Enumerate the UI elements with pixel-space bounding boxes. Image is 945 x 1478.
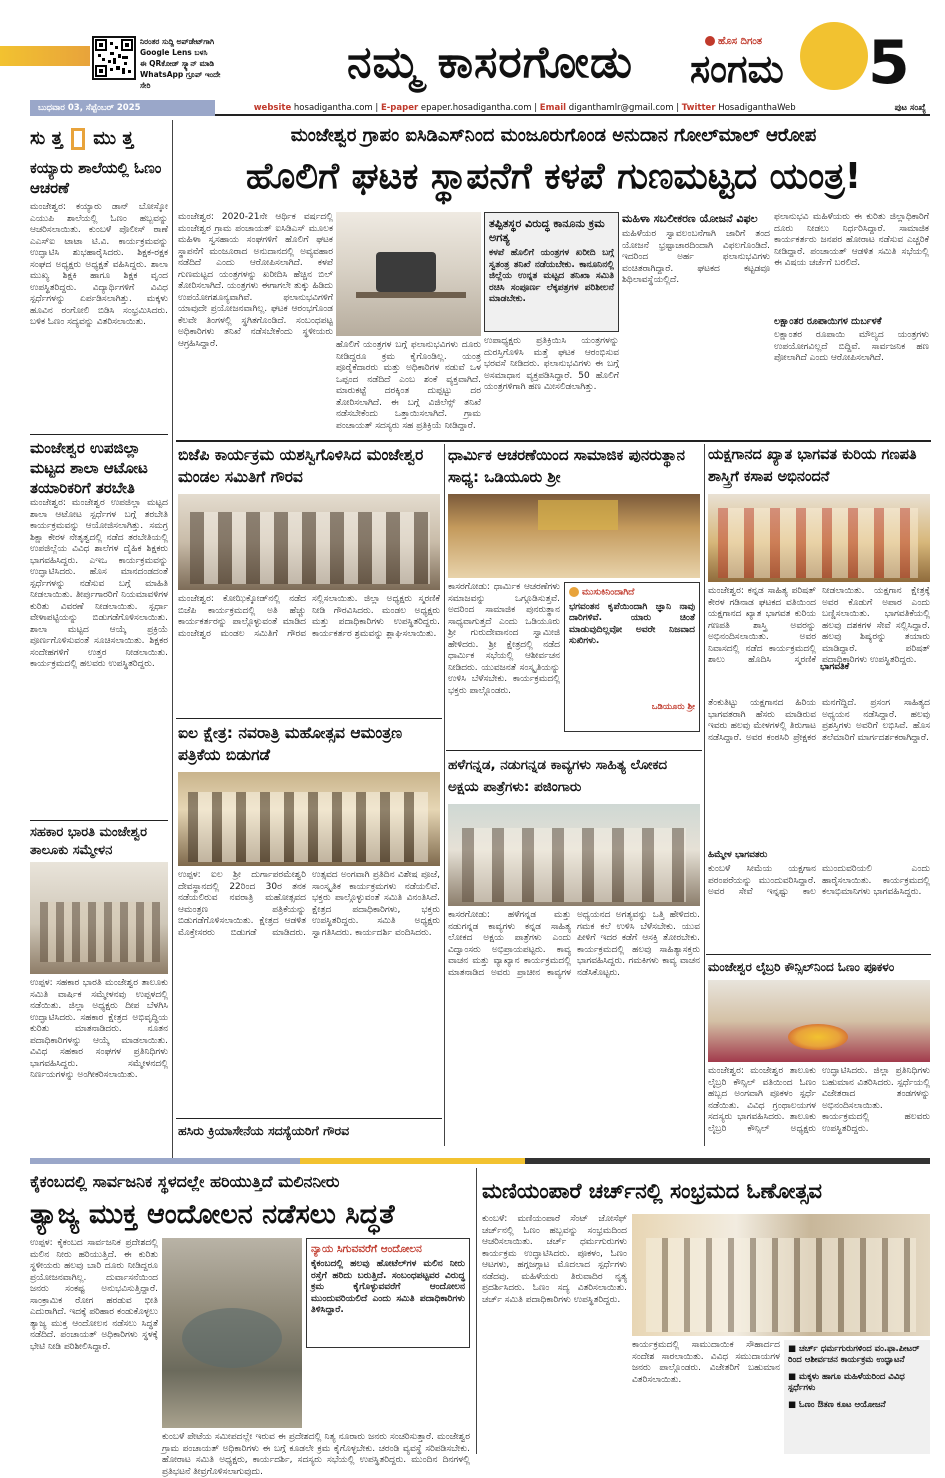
sewing-machine-shape	[376, 252, 436, 292]
brand-logo-icon	[705, 36, 715, 46]
story-aila-title: ಐಲ ಕ್ಷೇತ್ರ: ನವರಾತ್ರಿ ಮಹೋತ್ಸವ ಆಮಂತ್ರಣ ಪತ್ರಿಕೆಯ ಬಿಡುಗಡೆ	[178, 724, 403, 764]
sewing-table-shape	[356, 292, 466, 298]
rule	[706, 954, 931, 955]
brand-small-text: ಹೊಸ ದಿಗಂತ	[718, 36, 763, 47]
email-item[interactable]	[540, 103, 674, 113]
masthead-sun-accent	[800, 22, 868, 90]
story-bjp-title: ಬಿಜೆಪಿ ಕಾರ್ಯಕ್ರಮ ಯಶಸ್ವಿಗೊಳಿಸಿದ ಮಂಜೇಶ್ವರ ಮಂಡಲ ಸಮಿತಿಗೆ ಗೌರವ	[178, 446, 424, 486]
highlight-item	[788, 1344, 926, 1366]
story-yakshagana-photo	[708, 494, 930, 582]
left-story1-body: ಮಂಜೇಶ್ವರ: ಕಯ್ಯಾರು ಡಾನ್ ಬೋಸ್ಕೋ ಎಯುಪಿ ಶಾಲೆಯಲ್ಲಿ ಓಣಂ ಹಬ್ಬವನ್ನು ಆಚರಿಸಲಾಯಿತು. ಕುಂಬಳೆ ಪೊಲೀಸ್ ಠಾಣೆ ಎಎಸ್‌ಐ ಟಾಟಾ ಟಿ.ವಿ. ಕಾರ್ಯಕ್ರಮವನ್ನು ಉದ್ಘಾಟಿಸಿ ಶುಭಹಾರೈಸಿದರು. ಶಿಕ್ಷಕ-ರಕ್ಷಕ ಸಂಘದ ಅಧ್ಯಕ್ಷರು ಅಧ್ಯಕ್ಷತೆ ವಹಿಸಿದ್ದರು. ಶಾಲಾ ಮುಖ್ಯ ಶಿಕ್ಷಕಿ ಹಾಗೂ ಶಿಕ್ಷಕ ವೃಂದ ಉಪಸ್ಥಿತರಿದ್ದರು. ವಿದ್ಯಾರ್ಥಿಗಳಿಗೆ ವಿವಿಧ ಸ್ಪರ್ಧೆಗಳನ್ನು ಏರ್ಪಡಿಸಲಾಗಿತ್ತು. ಮಕ್ಕಳು ಹೂವಿನ ರಂಗೋಲಿ ಬಿಡಿಸಿ ಸಂಭ್ರಮಿಸಿದರು. ಬಳಿಕ ಓಣಂ ಸದ್ಯವನ್ನು ವಿತರಿಸಲಾಯಿತು.	[30, 202, 168, 327]
bottom-b-photo	[632, 1214, 930, 1336]
people-silhouette	[646, 1238, 916, 1332]
qr-code-icon	[94, 38, 134, 78]
story-library-title: ಮಂಜೇಶ್ವರ ಲೈಬ್ರರಿ ಕೌನ್ಸಿಲ್‌ನಿಂದ ಓಣಂ ಪೂಕಳಂ	[708, 960, 895, 974]
lead-body-3: ಉಪಾಧ್ಯಕ್ಷರು ಪ್ರತಿಕ್ರಿಯಿಸಿ ಯಂತ್ರಗಳನ್ನು ದುರಸ್ತಿಗೊಳಿಸಿ ಮತ್ತೆ ಘಟಕ ಆರಂಭಿಸುವ ಭರವಸೆ ನೀಡಿದರು. ಫಲಾನುಭವಿಗಳು ಈ ಬಗ್ಗೆ ಅಸಮಾಧಾನ ವ್ಯಕ್ತಪಡಿಸಿದ್ದಾರೆ. 50 ಹೊಲಿಗೆ ಯಂತ್ರಗಳಿಗಾಗಿ ಹಣ ಮೀಸಲಿಡಲಾಗಿತ್ತು.	[484, 336, 619, 392]
rule	[446, 750, 702, 751]
column-divider	[704, 444, 705, 954]
highlight-item	[788, 1400, 926, 1411]
story-yakshagana-body: ಮಂಜೇಶ್ವರ: ಕನ್ನಡ ಸಾಹಿತ್ಯ ಪರಿಷತ್ ಕೇರಳ ಗಡಿನಾಡ ಘಟಕದ ವತಿಯಿಂದ ಯಕ್ಷಗಾನದ ಖ್ಯಾತ ಭಾಗವತ ಕುರಿಯ ಗಣಪತಿ ಶಾಸ್ತ್ರಿ ಅವರನ್ನು ಅಭಿನಂದಿಸಲಾಯಿತು. ಅವರ ನಿವಾಸದಲ್ಲಿ ನಡೆದ ಕಾರ್ಯಕ್ರಮದಲ್ಲಿ ಶಾಲು ಹೊದಿಸಿ ಸ್ಮರಣಿಕೆ ನೀಡಲಾಯಿತು. ಯಕ್ಷಗಾನ ಕ್ಷೇತ್ರಕ್ಕೆ ಅವರ ಕೊಡುಗೆ ಅಪಾರ ಎಂದು ಬಣ್ಣಿಸಲಾಯಿತು. ಭಾಗವತಿಕೆಯಲ್ಲಿ ಹಲವು ದಶಕಗಳ ಸೇವೆ ಸಲ್ಲಿಸಿದ್ದಾರೆ. ಹಲವು ಶಿಷ್ಯರನ್ನು ತಯಾರು ಮಾಡಿದ್ದಾರೆ. ಪರಿಷತ್ ಪದಾಧಿಕಾರಿಗಳು ಉಪಸ್ಥಿತರಿದ್ದರು.	[708, 586, 930, 665]
color-stripe	[30, 1158, 930, 1164]
lead-body-4: ಫಲಾನುಭವಿ ಮಹಿಳೆಯರು ಈ ಕುರಿತು ಜಿಲ್ಲಾಧಿಕಾರಿಗೆ ದೂರು ನೀಡಲು ನಿರ್ಧರಿಸಿದ್ದಾರೆ. ಸಾಮಾಜಿಕ ಕಾರ್ಯಕರ್ತರು ಜನಪರ ಹೋರಾಟ ನಡೆಸುವ ಎಚ್ಚರಿಕೆ ನೀಡಿದ್ದಾರೆ. ಪಂಚಾಯತ್ ಆಡಳಿತ ಸಮಿತಿ ಸಭೆಯಲ್ಲಿ ಈ ವಿಷಯ ಚರ್ಚೆಗೆ ಬರಲಿದೆ.	[774, 212, 929, 268]
quote-brand	[569, 587, 695, 598]
rule	[176, 440, 931, 442]
bullet-icon: ■	[788, 1400, 799, 1410]
bottom-a-photo	[162, 1238, 302, 1428]
bottom-b-highlights	[784, 1340, 930, 1454]
bottom-a-body-2: ಕುಂಬಳೆ ಪೇಟೆಯ ಸಮೀಪದಲ್ಲೇ ಇರುವ ಈ ಪ್ರದೇಶದಲ್ಲಿ ನಿತ್ಯ ನೂರಾರು ಜನರು ಸಂಚರಿಸುತ್ತಾರೆ. ಮಂಜೇಶ್ವರ ಗ್ರಾಮ ಪಂಚಾಯತ್ ಅಧಿಕಾರಿಗಳು ಈ ಬಗ್ಗೆ ಕೂಡಲೇ ಕ್ರಮ ಕೈಗೊಳ್ಳಬೇಕು. ಚರಂಡಿ ವ್ಯವಸ್ಥೆ ಸರಿಪಡಿಸಬೇಕು. ಹೋರಾಟ ಸಮಿತಿ ಅಧ್ಯಕ್ಷರು, ಕಾರ್ಯದರ್ಶಿ, ಸದಸ್ಯರು ಸಭೆಯಲ್ಲಿ ಉಪಸ್ಥಿತರಿದ್ದರು. ಮುಂದಿನ ದಿನಗಳಲ್ಲಿ ಪ್ರತಿಭಟನೆ ತೀವ್ರಗೊಳಿಸಲಾಗುವುದು.	[162, 1432, 470, 1477]
puddle-shape	[182, 1308, 282, 1368]
story-bjp-body: ಮಂಜೇಶ್ವರ: ಕೋಝಿಕ್ಕೋಡ್‌ನಲ್ಲಿ ನಡೆದ ಬಿಜೆಪಿ ಕಾರ್ಯಕ್ರಮದಲ್ಲಿ ಅತಿ ಹೆಚ್ಚು ಕಾರ್ಯಕರ್ತರನ್ನು ಪಾಲ್ಗೊಳ್ಳುವಂತೆ ಮಾಡಿದ ಮಂಜೇಶ್ವರ ಮಂಡಲ ಸಮಿತಿಗೆ ಗೌರವ ಸಲ್ಲಿಸಲಾಯಿತು. ಜಿಲ್ಲಾ ಅಧ್ಯಕ್ಷರು ಸ್ಮರಣಿಕೆ ನೀಡಿ ಗೌರವಿಸಿದರು. ಮಂಡಲ ಅಧ್ಯಕ್ಷರು ಮತ್ತು ಪದಾಧಿಕಾರಿಗಳು ಉಪಸ್ಥಿತರಿದ್ದರು. ಕಾರ್ಯಕರ್ತರ ಶ್ರಮವನ್ನು ಶ್ಲಾಘಿಸಲಾಯಿತು.	[178, 594, 440, 639]
lead-body-5: ಲಕ್ಷಾಂತರ ರೂಪಾಯಿ ಮೌಲ್ಯದ ಯಂತ್ರಗಳು ಉಪಯೋಗವಿಲ್ಲದೆ ಬಿದ್ದಿವೆ. ಸಾರ್ವಜನಿಕ ಹಣ ಪೋಲಾಗಿದೆ ಎಂದು ಆರೋಪಿಸಲಾಗಿದೆ.	[774, 330, 929, 363]
qr-instructions	[140, 36, 230, 91]
bottom-a-sidebox	[306, 1238, 470, 1348]
qr-line: ಈ QRಕೋಡ್ ಸ್ಕ್ಯಾನ್ ಮಾಡಿ	[140, 59, 215, 68]
story-halegannada-title: ಹಳೆಗನ್ನಡ, ನಡುಗನ್ನಡ ಕಾವ್ಯಗಳು ಸಾಹಿತ್ಯ ಲೋಕದ ಅಕ್ಷಯ ಪಾತ್ರೆಗಳು: ಪಜಿಂಗಾರು	[448, 757, 668, 795]
pookalam-shape	[788, 1024, 848, 1050]
lead-kicker: ಮಂಜೇಶ್ವರ ಗ್ರಾಪಂ ಐಸಿಡಿಎಸ್‌ನಿಂದ ಮಂಜೂರುಗೊಂಡ ಅನುದಾನ ಗೋಲ್‌ಮಾಲ್ ಆರೋಪ	[290, 125, 817, 146]
quote-sign: ಒಡಿಯೂರು ಶ್ರೀ	[651, 701, 695, 712]
stage-backdrop	[538, 500, 618, 530]
website-value: hosadigantha.com	[293, 103, 373, 113]
info-sep: |	[375, 103, 381, 113]
lead-photo	[336, 212, 481, 336]
people-silhouette	[718, 508, 918, 578]
twitter-item[interactable]	[682, 103, 796, 113]
info-sep: |	[534, 103, 540, 113]
odiyur-quote-ad	[564, 582, 700, 732]
story-library-body: ಮಂಜೇಶ್ವರ: ಮಂಜೇಶ್ವರ ತಾಲೂಕು ಲೈಬ್ರರಿ ಕೌನ್ಸಿಲ್ ವತಿಯಿಂದ ಓಣಂ ಹಬ್ಬದ ಅಂಗವಾಗಿ ಪೂಕಳಂ ಸ್ಪರ್ಧೆ ನಡೆಯಿತು. ವಿವಿಧ ಗ್ರಂಥಾಲಯಗಳ ಸದಸ್ಯರು ಭಾಗವಹಿಸಿದರು. ತಾಲೂಕು ಲೈಬ್ರರಿ ಕೌನ್ಸಿಲ್ ಅಧ್ಯಕ್ಷರು ಉದ್ಘಾಟಿಸಿದರು. ಜಿಲ್ಲಾ ಪ್ರತಿನಿಧಿಗಳು ಬಹುಮಾನ ವಿತರಿಸಿದರು. ಸ್ಪರ್ಧೆಯಲ್ಲಿ ವಿಜೇತರಾದ ತಂಡಗಳನ್ನು ಅಭಿನಂದಿಸಲಾಯಿತು. ಕಾರ್ಯಕ್ರಮದಲ್ಲಿ ಹಲವರು ಉಪಸ್ಥಿತರಿದ್ದರು.	[708, 1066, 930, 1134]
info-sep: |	[676, 103, 682, 113]
left-story3-photo	[30, 862, 168, 974]
brand-big: ಸಂಗಮ	[690, 47, 784, 91]
lead-sidebox-2-title: ಮಹಿಳಾ ಸಬಲೀಕರಣ ಯೋಜನೆ ವಿಫಲ	[622, 212, 758, 225]
issue-date: ಬುಧವಾರ 03, ಸೆಪ್ಟೆಂಬರ್ 2025	[30, 100, 215, 116]
brand-right-text: ಮು ತ್ತ	[93, 128, 134, 149]
story-yakshagana-title: ಯಕ್ಷಗಾನದ ಖ್ಯಾತ ಭಾಗವತ ಕುರಿಯ ಗಣಪತಿ ಶಾಸ್ತ್ರಿಗೆ ಕಸಾಪ ಅಭಿನಂದನೆ	[708, 447, 917, 485]
quote-logo-icon	[569, 587, 579, 597]
column-divider	[444, 444, 445, 1146]
column-divider	[704, 954, 705, 1146]
story-aila-photo	[178, 772, 440, 866]
column-divider	[476, 1168, 477, 1454]
left-story3-body: ಉಪ್ಪಳ: ಸಹಕಾರ ಭಾರತಿ ಮಂಜೇಶ್ವರ ತಾಲೂಕು ಸಮಿತಿ ವಾರ್ಷಿಕ ಸಮ್ಮೇಳನವು ಉಪ್ಪಳದಲ್ಲಿ ನಡೆಯಿತು. ಜಿಲ್ಲಾ ಅಧ್ಯಕ್ಷರು ದೀಪ ಬೆಳಗಿಸಿ ಉದ್ಘಾಟಿಸಿದರು. ಸಹಕಾರ ಕ್ಷೇತ್ರದ ಅಭಿವೃದ್ಧಿಯ ಕುರಿತು ಮಾತನಾಡಿದರು. ನೂತನ ಪದಾಧಿಕಾರಿಗಳನ್ನು ಆಯ್ಕೆ ಮಾಡಲಾಯಿತು. ವಿವಿಧ ಸಹಕಾರ ಸಂಘಗಳ ಪ್ರತಿನಿಧಿಗಳು ಭಾಗವಹಿಸಿದ್ದರು. ಸಮ್ಮೇಳನದಲ್ಲಿ ನಿರ್ಣಯಗಳನ್ನು ಅಂಗೀಕರಿಸಲಾಯಿತು.	[30, 978, 168, 1080]
qr-code[interactable]	[92, 36, 136, 80]
masthead-title: ನಮ್ಮ ಕಾಸರಗೋಡು	[347, 37, 633, 88]
brand-left-text: ಸು	[30, 128, 46, 149]
epaper-label: E-paper	[380, 103, 419, 113]
story-yakshagana-body-3: ಕುಂಬಳೆ ಸೀಮೆಯ ಯಕ್ಷಗಾನ ಪರಂಪರೆಯನ್ನು ಮುಂದುವರಿಸಿದ್ದಾರೆ. ಅವರ ಸೇವೆ ಇನ್ನಷ್ಟು ಕಾಲ ಮುಂದುವರಿಯಲಿ ಎಂದು ಹಾರೈಸಲಾಯಿತು. ಕಾರ್ಯಕ್ರಮದಲ್ಲಿ ಕಲಾಭಿಮಾನಿಗಳು ಭಾಗವಹಿಸಿದ್ದರು.	[708, 864, 930, 897]
lead-sidebox	[484, 212, 619, 332]
masthead-accent-bar	[0, 46, 90, 66]
story-haritha-title: ಹಸಿರು ಕ್ರಿಯಾಸೇನೆಯ ಸದಸ್ಯೆಯರಿಗೆ ಗೌರವ	[178, 1123, 350, 1138]
left-story1-title: ಕಯ್ಯಾರು ಶಾಲೆಯಲ್ಲಿ ಓಣಂ ಆಚರಣೆ	[30, 159, 162, 197]
epaper-value: epaper.hosadigantha.com	[420, 103, 532, 113]
people-silhouette	[190, 512, 430, 584]
qr-line: Google Lens ಬಳಸಿ	[140, 48, 208, 57]
left-brand	[30, 124, 168, 154]
bullet-icon: ■	[788, 1372, 799, 1382]
website-item[interactable]	[254, 103, 373, 113]
brand-mid-text: ತ್ತ	[51, 128, 63, 149]
story-odiyur-title: ಧಾರ್ಮಿಕ ಆಚರಣೆಯಿಂದ ಸಾಮಾಜಿಕ ಪುನರುತ್ಥಾನ ಸಾಧ್ಯ: ಒಡಿಯೂರು ಶ್ರೀ	[448, 446, 685, 486]
lead-sidebox-2-body: ಮಹಿಳೆಯರ ಸ್ವಾವಲಂಬನೆಗಾಗಿ ಜಾರಿಗೆ ತಂದ ಯೋಜನೆ ಭ್ರಷ್ಟಾಚಾರದಿಂದಾಗಿ ವಿಫಲಗೊಂಡಿದೆ. ಇದರಿಂದ ಅರ್ಹ ಫಲಾನುಭವಿಗಳು ವಂಚಿತರಾಗಿದ್ದಾರೆ. ಘಟಕದ ಕಟ್ಟಡವೂ ಶಿಥಿಲಾವಸ್ಥೆಯಲ್ಲಿದೆ.	[622, 229, 770, 285]
people-silhouette	[40, 902, 160, 962]
qr-line: WhatsApp ಗ್ರೂಪ್ ಇಂದೇ ಸೇರಿ	[140, 70, 221, 90]
qr-line: ನಿರಂತರ ಸುದ್ದಿ ಅಪ್‌ಡೇಟ್‌ಗಾಗಿ	[140, 37, 215, 46]
column-divider	[172, 120, 173, 1160]
left-story2-body: ಮಂಜೇಶ್ವರ: ಮಂಜೇಶ್ವರ ಉಪಜಿಲ್ಲಾ ಮಟ್ಟದ ಶಾಲಾ ಆಟೋಟ ಸ್ಪರ್ಧೆಗಳ ಬಗ್ಗೆ ತರಬೇತಿ ಕಾರ್ಯಕ್ರಮವನ್ನು ಆಯೋಜಿಸಲಾಗಿತ್ತು. ಸಮಗ್ರ ಶಿಕ್ಷಾ ಕೇರಳ ನೇತೃತ್ವದಲ್ಲಿ ನಡೆದ ತರಬೇತಿಯಲ್ಲಿ ಉಪಜಿಲ್ಲೆಯ ವಿವಿಧ ಶಾಲೆಗಳ ದೈಹಿಕ ಶಿಕ್ಷಕರು ಭಾಗವಹಿಸಿದ್ದರು. ಎಇಒ ಕಾರ್ಯಕ್ರಮವನ್ನು ಉದ್ಘಾಟಿಸಿದರು. ಹೊಸ ಮಾನದಂಡದಂತೆ ಸ್ಪರ್ಧೆಗಳನ್ನು ನಡೆಸುವ ಬಗ್ಗೆ ಮಾಹಿತಿ ನೀಡಲಾಯಿತು. ತೀರ್ಪುಗಾರರಿಗೆ ನಿಯಮಾವಳಿಗಳ ಕುರಿತು ವಿವರಣೆ ನೀಡಲಾಯಿತು. ಸ್ಪರ್ಧಾ ವೇಳಾಪಟ್ಟಿಯನ್ನು ಬಿಡುಗಡೆಗೊಳಿಸಲಾಯಿತು. ಶಾಲಾ ಮಟ್ಟದ ಆಯ್ಕೆ ಪ್ರಕ್ರಿಯೆ ಪೂರ್ಣಗೊಳಿಸುವಂತೆ ಸೂಚಿಸಲಾಯಿತು. ಶಿಕ್ಷಕರ ಸಂದೇಹಗಳಿಗೆ ಉತ್ತರ ನೀಡಲಾಯಿತು. ಕಾರ್ಯಕ್ರಮದಲ್ಲಿ ಹಲವರು ಉಪಸ್ಥಿತರಿದ್ದರು.	[30, 498, 168, 669]
bullet-icon: ■	[788, 1344, 799, 1354]
story-odiyur-body: ಕಾಸರಗೋಡು: ಧಾರ್ಮಿಕ ಆಚರಣೆಗಳು ಸಮಾಜವನ್ನು ಒಗ್ಗೂಡಿಸುತ್ತವೆ. ಅದರಿಂದ ಸಾಮಾಜಿಕ ಪುನರುತ್ಥಾನ ಸಾಧ್ಯವಾಗುತ್ತದೆ ಎಂದು ಒಡಿಯೂರು ಶ್ರೀ ಗುರುದೇವಾನಂದ ಸ್ವಾಮೀಜಿ ಹೇಳಿದರು. ಶ್ರೀ ಕ್ಷೇತ್ರದಲ್ಲಿ ನಡೆದ ಧಾರ್ಮಿಕ ಸಭೆಯಲ್ಲಿ ಆಶೀರ್ವಚನ ನೀಡಿದರು. ಯುವಜನತೆ ಸಂಸ್ಕೃತಿಯನ್ನು ಉಳಿಸಿ ಬೆಳೆಸಬೇಕು. ಕಾರ್ಯಕ್ರಮದಲ್ಲಿ ಭಕ್ತರು ಪಾಲ್ಗೊಂಡರು.	[448, 582, 560, 696]
story-halegannada-photo	[448, 804, 700, 906]
highlight-text: ಚರ್ಚ್ ಧರ್ಮಗುರುಗಳಿಂದ ವಂ.ಫಾ.ಪೀಟರ್ ರಿಂದ ಆಶೀರ್ವಚನ ಕಾರ್ಯಕ್ರಮ ಉದ್ಘಾಟನೆ	[788, 1344, 920, 1365]
highlight-text: ಓಣಂ ಔತಣ ಕೂಟ ಆಯೋಜನೆ	[799, 1400, 886, 1410]
highlight-item	[788, 1372, 926, 1394]
story-aila-body: ಉಪ್ಪಳ: ಐಲ ಶ್ರೀ ದುರ್ಗಾಪರಮೇಶ್ವರಿ ದೇವಸ್ಥಾನದಲ್ಲಿ 22ರಿಂದ 30ರ ತನಕ ನಡೆಯಲಿರುವ ನವರಾತ್ರಿ ಮಹೋತ್ಸವದ ಆಮಂತ್ರಣ ಪತ್ರಿಕೆಯನ್ನು ಬಿಡುಗಡೆಗೊಳಿಸಲಾಯಿತು. ಕ್ಷೇತ್ರದ ಆಡಳಿತ ಮೊಕ್ತೇಸರರು ಬಿಡುಗಡೆ ಮಾಡಿದರು. ಉತ್ಸವದ ಅಂಗವಾಗಿ ಪ್ರತಿದಿನ ವಿಶೇಷ ಪೂಜೆ, ಸಾಂಸ್ಕೃತಿಕ ಕಾರ್ಯಕ್ರಮಗಳು ನಡೆಯಲಿವೆ. ಭಕ್ತರು ಪಾಲ್ಗೊಳ್ಳುವಂತೆ ಸಮಿತಿ ವಿನಂತಿಸಿದೆ. ಕ್ಷೇತ್ರದ ಪದಾಧಿಕಾರಿಗಳು, ಭಕ್ತರು ಉಪಸ್ಥಿತರಿದ್ದರು. ಸಮಿತಿ ಅಧ್ಯಕ್ಷರು ಸ್ವಾಗತಿಸಿದರು. ಕಾರ್ಯದರ್ಶಿ ವಂದಿಸಿದರು.	[178, 870, 440, 938]
lead-headline: ಹೊಲಿಗೆ ಘಟಕ ಸ್ಥಾಪನೆಗೆ ಕಳಪೆ ಗುಣಮಟ್ಟದ ಯಂತ್ರ!	[245, 156, 862, 197]
bottom-a-sidebox-body: ಕೈಕಂಬದಲ್ಲಿ ಹಲವು ಹೋಟೆಲ್‌ಗಳ ಮಲಿನ ನೀರು ರಸ್ತೆಗೆ ಹರಿದು ಬರುತ್ತಿದೆ. ಸಂಬಂಧಪಟ್ಟವರ ವಿರುದ್ಧ ಕ್ರಮ ಕೈಗೊಳ್ಳುವವರೆಗೆ ಆಂದೋಲನ ಮುಂದುವರಿಯಲಿದೆ ಎಂದು ಸಮಿತಿ ಪದಾಧಿಕಾರಿಗಳು ತಿಳಿಸಿದ್ದಾರೆ.	[311, 1259, 465, 1315]
email-label: Email	[539, 103, 567, 113]
story-odiyur-photo	[448, 494, 700, 578]
twitter-label: Twitter	[681, 103, 716, 113]
bottom-b-headline: ಮಣಿಯಂಪಾರೆ ಚರ್ಚ್‌ನಲ್ಲಿ ಸಂಭ್ರಮದ ಓಣೋತ್ಸವ	[482, 1179, 823, 1203]
lead-sidebox-body: ಕಳಪೆ ಹೊಲಿಗೆ ಯಂತ್ರಗಳ ಖರೀದಿ ಬಗ್ಗೆ ಸ್ವತಂತ್ರ ತನಿಖೆ ನಡೆಯಬೇಕು. ಕಾನೂನಿನಲ್ಲಿ ಜಿಲ್ಲೆಯ ಉನ್ನತ ಮಟ್ಟದ ತನಿಖಾ ಸಮಿತಿ ರಚಿಸಿ ಸಂಪೂರ್ಣ ಲೆಕ್ಕಪತ್ರಗಳ ಪರಿಶೀಲನೆ ಮಾಡಬೇಕು.	[489, 248, 614, 304]
people-silhouette	[462, 828, 686, 902]
quote-brand-text: ಮುಸುಕಿನಿಂದಾಗಿದೆ	[582, 587, 635, 598]
quote-body: ಭಗವಂತನ ಕೃಪೆಯಿಂದಾಗಿ ಜ್ಞಾನಿ ನಾವು ದಾರಿಗಳಿವೆ. ಯಾರು ಚಿಂತೆ ಮಾಡುವುದಿಲ್ಲವೋ ಅವರೇ ನಿಜವಾದ ಸುಖಿಗಳು.	[569, 601, 695, 646]
bottom-a-body-3	[306, 1352, 470, 1428]
lead-sidebox-2	[622, 212, 770, 429]
rule	[176, 718, 442, 719]
info-bar	[30, 100, 930, 116]
rule	[30, 434, 168, 435]
email-value: diganthamlr@gmail.com	[568, 103, 674, 113]
bottom-a-headline: ತ್ಯಾಜ್ಯ ಮುಕ್ತ ಆಂದೋಲನ ನಡೆಸಲು ಸಿದ್ಧತೆ	[30, 1199, 395, 1230]
rule	[176, 1118, 442, 1119]
bottom-a-kicker: ಕೈಕಂಬದಲ್ಲಿ ಸಾರ್ವಜನಿಕ ಸ್ಥಳದಲ್ಲೇ ಹರಿಯುತ್ತಿದೆ ಮಲಿನನೀರು	[30, 1172, 340, 1191]
bottom-a-sidebox-title: ನ್ಯಾಯ ಸಿಗುವವರೆಗೆ ಆಂದೋಲನ	[311, 1243, 422, 1255]
left-story2-title: ಮಂಜೇಶ್ವರ ಉಪಜಿಲ್ಲಾ ಮಟ್ಟದ ಶಾಲಾ ಆಟೋಟ ತಯಾರಿಕರಿಗೆ ತರಬೇತಿ	[30, 439, 148, 497]
bottom-a-body: ಉಪ್ಪಳ: ಕೈಕಂಬದ ಸಾರ್ವಜನಿಕ ಪ್ರದೇಶದಲ್ಲಿ ಮಲಿನ ನೀರು ಹರಿಯುತ್ತಿದೆ. ಈ ಕುರಿತು ಸ್ಥಳೀಯರು ಹಲವು ಬಾರಿ ದೂರು ನೀಡಿದ್ದರೂ ಪ್ರಯೋಜನವಾಗಿಲ್ಲ. ದುರ್ವಾಸನೆಯಿಂದ ಜನರು ಸಂಕಷ್ಟ ಅನುಭವಿಸುತ್ತಿದ್ದಾರೆ. ಸಾಂಕ್ರಾಮಿಕ ರೋಗ ಹರಡುವ ಭೀತಿ ಎದುರಾಗಿದೆ. ಇದಕ್ಕೆ ಪರಿಹಾರ ಕಂಡುಕೊಳ್ಳಲು ತ್ಯಾಜ್ಯ ಮುಕ್ತ ಆಂದೋಲನ ನಡೆಸಲು ಸಿದ್ಧತೆ ನಡೆದಿದೆ. ಪಂಚಾಯತ್ ಅಧಿಕಾರಿಗಳು ಸ್ಥಳಕ್ಕೆ ಭೇಟಿ ನೀಡಿ ಪರಿಶೀಲಿಸಿದ್ದಾರೆ.	[30, 1238, 158, 1352]
website-label: website	[253, 103, 292, 113]
lead-sidebox-title: ತಪ್ಪಿತಸ್ಥರ ವಿರುದ್ಧ ಕಾನೂನು ಕ್ರಮ ಅಗತ್ಯ	[489, 217, 605, 244]
brand-frame-icon	[71, 128, 85, 150]
story-yakshagana-sub-2: ಹಿಮ್ಮೇಳ ಭಾಗವತರು	[708, 850, 768, 860]
rule	[30, 820, 168, 821]
lead-sub-kicker: ಲಕ್ಷಾಂತರ ರೂಪಾಯಿಗಳ ದುರ್ಬಳಕೆ	[774, 316, 882, 327]
lead-body-2: ಹೊಲಿಗೆ ಯಂತ್ರಗಳ ಬಗ್ಗೆ ಫಲಾನುಭವಿಗಳು ದೂರು ನೀಡಿದ್ದರೂ ಕ್ರಮ ಕೈಗೊಂಡಿಲ್ಲ. ಯಂತ್ರ ಪೂರೈಕೆದಾರರು ಮತ್ತು ಅಧಿಕಾರಿಗಳ ನಡುವೆ ಒಳ ಒಪ್ಪಂದ ನಡೆದಿದೆ ಎಂಬ ಶಂಕೆ ವ್ಯಕ್ತವಾಗಿದೆ. ಮಾರುಕಟ್ಟೆ ದರಕ್ಕಿಂತ ದುಪ್ಪಟ್ಟು ದರ ತೋರಿಸಲಾಗಿದೆ. ಈ ಬಗ್ಗೆ ವಿಜಿಲೆನ್ಸ್ ತನಿಖೆ ನಡೆಸಬೇಕೆಂದು ಒತ್ತಾಯಿಸಲಾಗಿದೆ. ಗ್ರಾಮ ಪಂಚಾಯತ್ ಸದಸ್ಯರು ಸಹ ಪ್ರತಿಕ್ರಿಯೆ ನೀಡಿದ್ದಾರೆ.	[336, 340, 481, 431]
lead-body-1: ಮಂಜೇಶ್ವರ: 2020-21ನೇ ಆರ್ಥಿಕ ವರ್ಷದಲ್ಲಿ ಮಂಜೇಶ್ವರ ಗ್ರಾಮ ಪಂಚಾಯತ್ ಐಸಿಡಿಎಸ್ ಮೂಲಕ ಮಹಿಳಾ ಸ್ವಸಹಾಯ ಸಂಘಗಳಿಗೆ ಹೊಲಿಗೆ ಘಟಕ ಸ್ಥಾಪನೆಗೆ ಮಂಜೂರಾದ ಅನುದಾನದಲ್ಲಿ ಅವ್ಯವಹಾರ ನಡೆದಿದೆ ಎಂದು ಆರೋಪಿಸಲಾಗಿದೆ. ಕಳಪೆ ಗುಣಮಟ್ಟದ ಯಂತ್ರಗಳನ್ನು ಖರೀದಿಸಿ ಹೆಚ್ಚಿನ ಬಿಲ್ ತೋರಿಸಲಾಗಿದೆ. ಯಂತ್ರಗಳು ಈಗಾಗಲೇ ತುಕ್ಕು ಹಿಡಿದು ಉಪಯೋಗಶೂನ್ಯವಾಗಿವೆ. ಫಲಾನುಭವಿಗಳಿಗೆ ಯಾವುದೇ ಪ್ರಯೋಜನವಾಗಿಲ್ಲ. ಘಟಕ ಆರಂಭಗೊಂಡ ಕೆಲವೇ ತಿಂಗಳಲ್ಲಿ ಸ್ಥಗಿತಗೊಂಡಿದೆ. ಸಂಬಂಧಪಟ್ಟ ಅಧಿಕಾರಿಗಳು ತನಿಖೆ ನಡೆಸಬೇಕೆಂದು ಸ್ಥಳೀಯರು ಆಗ್ರಹಿಸಿದ್ದಾರೆ.	[178, 212, 333, 349]
epaper-item[interactable]	[381, 103, 532, 113]
highlight-text: ಮಕ್ಕಳು ಹಾಗೂ ಮಹಿಳೆಯರಿಂದ ವಿವಿಧ ಸ್ಪರ್ಧೆಗಳು	[788, 1372, 905, 1393]
left-story3-title: ಸಹಕಾರ ಭಾರತಿ ಮಂಜೇಶ್ವರ ತಾಲೂಕು ಸಮ್ಮೇಳನ	[30, 825, 147, 858]
bottom-b-body-2: ಕಾರ್ಯಕ್ರಮದಲ್ಲಿ ಸಾಮುದಾಯಿಕ ಸೌಹಾರ್ದದ ಸಂದೇಶ ಸಾರಲಾಯಿತು. ವಿವಿಧ ಸಮುದಾಯಗಳ ಜನರು ಪಾಲ್ಗೊಂಡರು. ವಿಜೇತರಿಗೆ ಬಹುಮಾನ ವಿತರಿಸಲಾಯಿತು.	[632, 1340, 780, 1385]
pages-label: ಪುಟ ಸಂಖ್ಯೆ	[894, 103, 926, 113]
people-silhouette	[188, 792, 428, 862]
story-yakshagana-sub: ಭಾಗವತಿಕೆ	[820, 662, 850, 672]
story-yakshagana-body-2: ತೆಂಕುತಿಟ್ಟು ಯಕ್ಷಗಾನದ ಹಿರಿಯ ಭಾಗವತರಾಗಿ ಹೆಸರು ಮಾಡಿರುವ ಇವರು ಹಲವು ಮೇಳಗಳಲ್ಲಿ ತಿರುಗಾಟ ನಡೆಸಿದ್ದಾರೆ. ಅವರ ಕಂಠಸಿರಿ ಪ್ರೇಕ್ಷಕರ ಮನಗೆದ್ದಿದೆ. ಪ್ರಸಂಗ ಸಾಹಿತ್ಯದ ಅಧ್ಯಯನ ನಡೆಸಿದ್ದಾರೆ. ಹಲವು ಪ್ರಶಸ್ತಿಗಳು ಅವರಿಗೆ ಲಭಿಸಿವೆ. ಹೊಸ ತಲೆಮಾರಿಗೆ ಮಾರ್ಗದರ್ಶಕರಾಗಿದ್ದಾರೆ.	[708, 698, 930, 743]
story-bjp-photo	[178, 494, 440, 590]
story-halegannada-body: ಕಾಸರಗೋಡು: ಹಳೆಗನ್ನಡ ಮತ್ತು ನಡುಗನ್ನಡ ಕಾವ್ಯಗಳು ಕನ್ನಡ ಸಾಹಿತ್ಯ ಲೋಕದ ಅಕ್ಷಯ ಪಾತ್ರೆಗಳು ಎಂದು ವಿದ್ವಾಂಸರು ಅಭಿಪ್ರಾಯಪಟ್ಟರು. ಕಾವ್ಯ ವಾಚನ ಮತ್ತು ವ್ಯಾಖ್ಯಾನ ಕಾರ್ಯಕ್ರಮದಲ್ಲಿ ಮಾತನಾಡಿದ ಅವರು ಪ್ರಾಚೀನ ಕಾವ್ಯಗಳ ಅಧ್ಯಯನದ ಅಗತ್ಯವನ್ನು ಒತ್ತಿ ಹೇಳಿದರು. ಗಮಕ ಕಲೆ ಉಳಿಸಿ ಬೆಳೆಸಬೇಕು. ಯುವ ಪೀಳಿಗೆ ಇದರ ಕಡೆಗೆ ಆಸಕ್ತಿ ತೋರಬೇಕು. ಕಾರ್ಯಕ್ರಮದಲ್ಲಿ ಹಲವು ಸಾಹಿತ್ಯಾಸಕ್ತರು ಭಾಗವಹಿಸಿದ್ದರು. ಗಮಕಿಗಳು ಕಾವ್ಯ ವಾಚನ ನಡೆಸಿಕೊಟ್ಟರು.	[448, 910, 700, 978]
story-library-photo	[708, 980, 930, 1062]
page-number: 5	[868, 28, 910, 98]
twitter-value: HosadiganthaWeb	[718, 103, 796, 113]
bottom-b-body: ಕುಂಬಳೆ: ಮಣಿಯಂಪಾರೆ ಸೆಂಟ್ ಜೋಸೆಫ್ ಚರ್ಚ್‌ನಲ್ಲಿ ಓಣಂ ಹಬ್ಬವನ್ನು ಸಂಭ್ರಮದಿಂದ ಆಚರಿಸಲಾಯಿತು. ಚರ್ಚ್ ಧರ್ಮಗುರುಗಳು ಕಾರ್ಯಕ್ರಮ ಉದ್ಘಾಟಿಸಿದರು. ಪೂಕಳಂ, ಓಣಂ ಆಟಗಳು, ಹಗ್ಗಜಗ್ಗಾಟ ಮೊದಲಾದ ಸ್ಪರ್ಧೆಗಳು ನಡೆದವು. ಮಹಿಳೆಯರು ತಿರುವಾದಿರ ನೃತ್ಯ ಪ್ರದರ್ಶಿಸಿದರು. ಓಣಂ ಸದ್ಯ ವಿತರಿಸಲಾಯಿತು. ಚರ್ಚ್ ಸಮಿತಿ ಪದಾಧಿಕಾರಿಗಳು ಉಪಸ್ಥಿತರಿದ್ದರು.	[482, 1214, 627, 1305]
